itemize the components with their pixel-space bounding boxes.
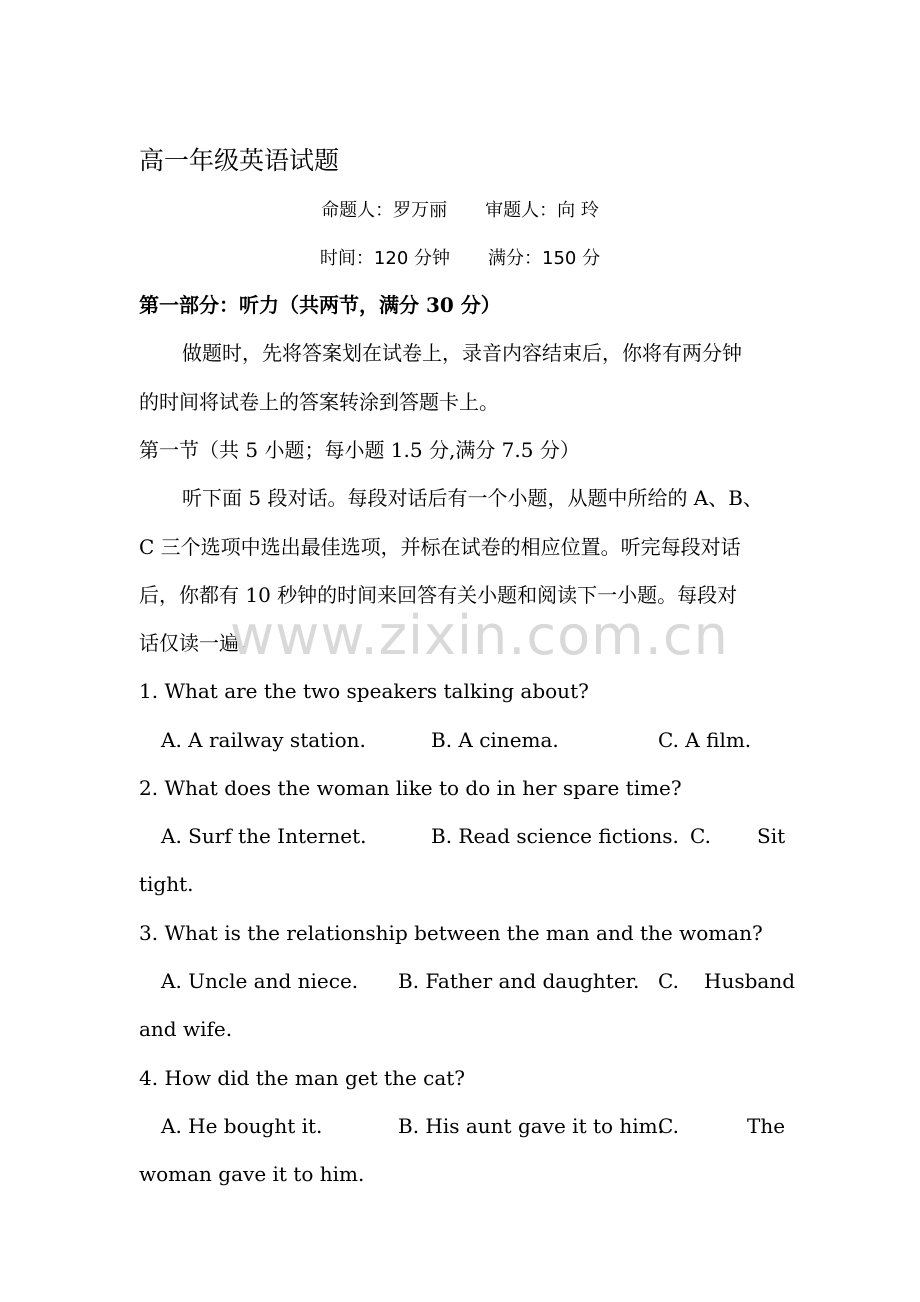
q4-option-a: A. He bought it. bbox=[161, 1114, 323, 1138]
instruction-line-1: 听下面 5 段对话。每段对话后有一个小题，从题中所给的 A、B、 bbox=[182, 486, 763, 510]
time-line bbox=[139, 246, 781, 272]
q4-option-c-text: The bbox=[747, 1114, 786, 1138]
instruction-line-2: C 三个选项中选出最佳选项，并标在试卷的相应位置。听完每段对话 bbox=[139, 535, 741, 559]
full-score: 满分：150 分 bbox=[488, 248, 601, 269]
author-line bbox=[139, 198, 781, 224]
question-4: 4. How did the man get the cat? bbox=[139, 1066, 466, 1090]
q3-option-b: B. Father and daughter. bbox=[398, 969, 640, 993]
q1-option-b: B. A cinema. bbox=[431, 728, 559, 752]
section1-heading: 第一节（共 5 小题；每小题 1.5 分,满分 7.5 分） bbox=[139, 438, 580, 462]
q3-option-c-text: Husband bbox=[704, 969, 795, 993]
author: 命题人：罗万丽 bbox=[321, 200, 448, 221]
q2-option-a: A. Surf the Internet. bbox=[161, 824, 367, 848]
q3-option-c-letter: C. bbox=[658, 969, 679, 993]
instruction-line-4: 话仅读一遍。 bbox=[139, 631, 259, 655]
q3-option-a: A. Uncle and niece. bbox=[161, 969, 359, 993]
instruction-line-3: 后，你都有 10 秒钟的时间来回答有关小题和阅读下一小题。每段对 bbox=[139, 583, 738, 607]
q4-option-c-cont: woman gave it to him. bbox=[139, 1162, 365, 1186]
question-3: 3. What is the relationship between the man and the woman? bbox=[139, 921, 763, 945]
intro-line-2: 的时间将试卷上的答案转涂到答题卡上。 bbox=[139, 390, 499, 414]
q2-option-c-cont: tight. bbox=[139, 872, 194, 896]
q1-option-a: A. A railway station. bbox=[161, 728, 366, 752]
exam-time: 时间：120 分钟 bbox=[319, 248, 450, 269]
q4-option-c-letter: C. bbox=[658, 1114, 679, 1138]
q3-option-c-cont: and wife. bbox=[139, 1017, 233, 1041]
q2-option-b: B. Read science fictions. bbox=[431, 824, 679, 848]
q4-option-b: B. His aunt gave it to him. bbox=[398, 1114, 664, 1138]
q1-option-c: C. A film. bbox=[658, 728, 752, 752]
reviewer: 审题人：向 玲 bbox=[485, 200, 599, 221]
q2-option-c-text: Sit bbox=[757, 824, 786, 848]
q2-option-c-letter: C. bbox=[690, 824, 711, 848]
page-title: 高一年级英语试题 bbox=[139, 146, 340, 175]
intro-line-1: 做题时，先将答案划在试卷上，录音内容结束后，你将有两分钟 bbox=[182, 341, 742, 365]
part1-heading: 第一部分：听力（共两节，满分 30 分） bbox=[139, 293, 501, 317]
question-2: 2. What does the woman like to do in her spare time? bbox=[139, 776, 682, 800]
watermark: www.zixin.com.cn bbox=[230, 604, 729, 667]
question-1: 1. What are the two speakers talking about? bbox=[139, 679, 589, 703]
